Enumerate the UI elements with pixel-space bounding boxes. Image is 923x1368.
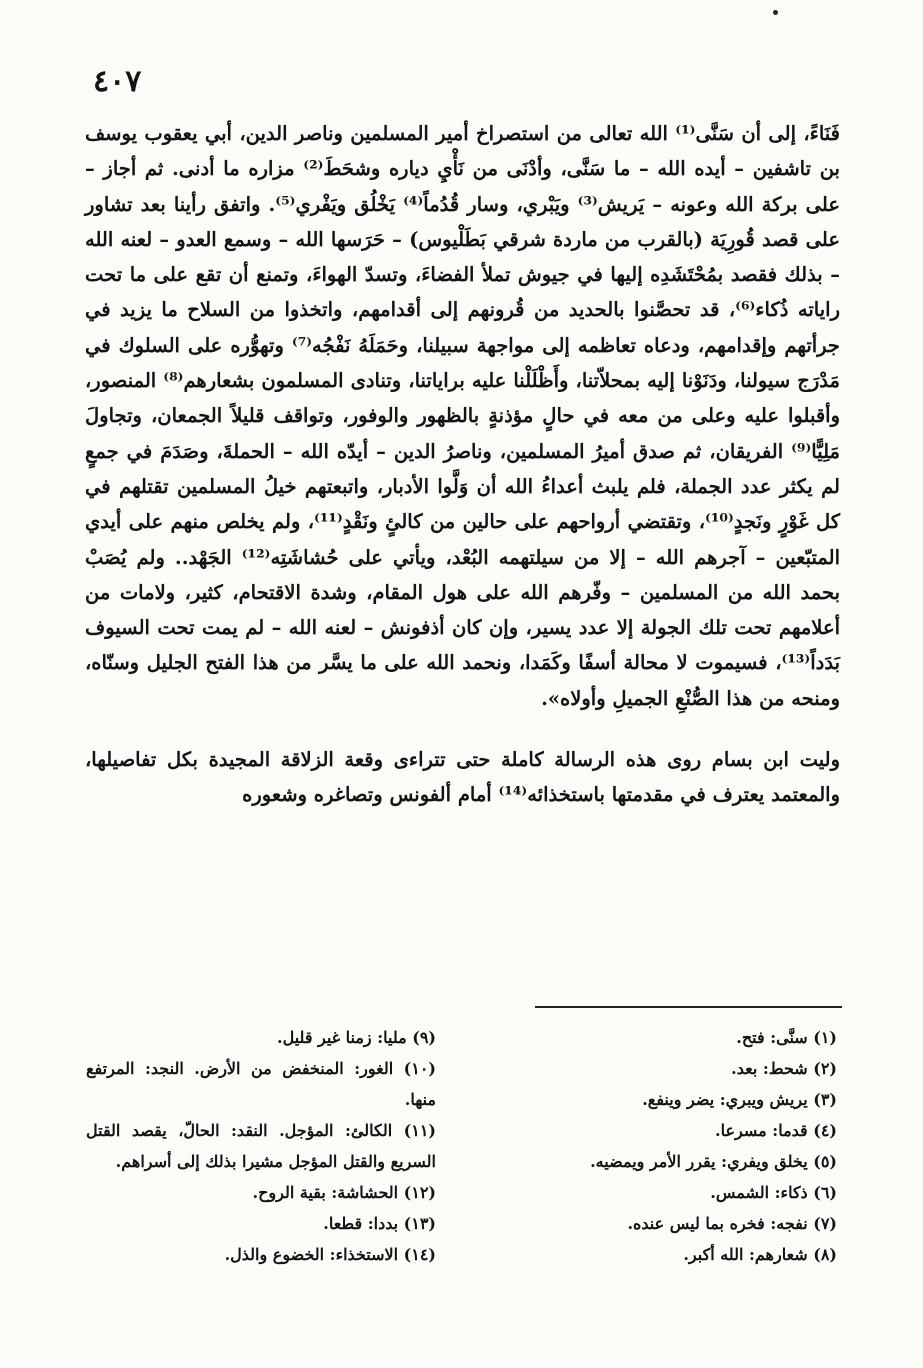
paragraph-letter: فَنَاءً، إلى أن سَنَّى⁽¹⁾ الله تعالى من استصراخ أمير المسلمين وناصر الدين، أبي يعقوب يوسف بن تاشفين – أيده الله – ما سَنَّى، وأدْنَى من نَأْيِ دياره وشحَطَ⁽²⁾ مزاره ما أدنى. ثم أجاز – على بركة الله وعونه – يَريش⁽³⁾ ويَبْري، وسار قُدُماً⁽⁴⁾ يَخْلُق ويَفْري⁽⁵⁾. واتفق رأينا بعد تشاور على قصد قُورِيَة (بالقرب من ماردة شرقي بَطَلْيوس) – حَرَسها الله – وسمع العدو – لعنه الله – بذلك فقصد بمُحْتَشَدِه إليها في جيوش تملأ الفضاءَ، وتسدّ الهواءَ، وتمنع أن تقع على ما تحت راياته ذُكاء⁽⁶⁾، قد تحصَّنوا بالحديد من قُرونهم إلى أقدامهم، واتخذوا من السلاح ما يزيد في جرأتهم وإقدامهم، ودعاه تعاظمه إلى مواجهة سبيلنا، وحَمَلَهُ نَفْجُه⁽⁷⁾ وتهوُّره على السلوك في مَدْرَج سيولنا، ودَنَوْنا إليه بمحلاّتنا، وأَظْلَلْنا عليه براياتنا، وتنادى المسلمون بشعارهم⁽⁸⁾ المنصور، وأقبلوا عليه وعلى من معه في حالٍ مؤذنةٍ بالظهور والوفور، وتواقف قليلاً الجمعان، وتجاولَ مَلِيًّا⁽⁹⁾ الفريقان، ثم صدق أميرُ المسلمين، وناصرُ الدين – أيدّه الله – الحملةَ، وصَدَمَ في جمعٍ لم يكثر عدد الجملة، فلم يلبث أعداءُ الله أن وَلَّوا الأدبار، واتبعتهم خيلُ المسلمين تقتلهم في كل غَوْرٍ ونَجدٍ⁽¹⁰⁾، وتقتضي أرواحهم على حالين من كالئٍ ونَقْدٍ⁽¹¹⁾، ولم يخلص منهم على أيدي المتبّعين – آجرهم الله – إلا من سيلتهمه البُعْد، ويأتي على حُشاشَتِه⁽¹²⁾ الجَهْد.. ولم يُصَبْ بحمد الله من المسلمين – وفّرهم الله على هول المقام، وشدة الاقتحام، كثير، ولامات من أعلامهم تحت تلك الجولة إلا عدد يسير، وإن كان أذفونش – لعنه الله – لم يمت تحت السيوف بَدَداً⁽¹³⁾، فسيموت لا محالة أسفًا وكَمَدا، ونحمد الله على ما يسَّر من هذا الفتح الجليل وسنّاه، ومنحه من هذا الصُّنْعِ الجميلِ وأولاه». [85, 122, 840, 710]
footnotes-left-column [86, 1022, 436, 1270]
footnote-9: (٩) مليا: زمنا غير قليل. [277, 1028, 436, 1047]
footnote-7: (٧) نفجه: فخره بما ليس عنده. [627, 1214, 837, 1233]
footnote-1: (١) سنَّى: فتح. [736, 1028, 837, 1047]
paragraph-commentary: وليت ابن بسام روى هذه الرسالة كاملة حتى تتراءى وقعة الزلاقة المجيدة بكل تفاصيلها، والمعتمد يعترف في مقدمتها باستخذائه⁽¹⁴⁾ أمام ألفونس وتصاغره وشعوره [85, 748, 840, 807]
page-mark [773, 10, 778, 15]
footnotes-right-column [507, 1022, 837, 1270]
footnote-12: (١٢) الحشاشة: بقية الروح. [252, 1183, 436, 1202]
footnote-separator [535, 1006, 842, 1008]
footnote-5: (٥) يخلق ويفري: يقرر الأمر ويمضيه. [590, 1152, 837, 1171]
footnote-11: (١١) الكالئ: المؤجل. النقد: الحالّ، يقصد القتل السريع والقتل المؤجل مشيرا بذلك إلى أسراهم. [86, 1121, 436, 1171]
footnote-3: (٣) يريش ويبري: يضر وينفع. [642, 1090, 837, 1109]
footnote-2: (٢) شحط: بعد. [731, 1059, 837, 1078]
footnote-10: (١٠) الغور: المنخفض من الأرض. النجد: المرتفع منها. [86, 1059, 436, 1109]
footnote-6: (٦) ذكاء: الشمس. [710, 1183, 837, 1202]
footnote-13: (١٣) بددا: قطعا. [323, 1214, 436, 1233]
main-text [85, 116, 840, 813]
footnote-8: (٨) شعارهم: الله أكبر. [683, 1245, 837, 1264]
page-number: ٤٠٧ [93, 64, 142, 99]
footnote-14: (١٤) الاستخذاء: الخضوع والذل. [224, 1245, 436, 1264]
footnote-4: (٤) قدما: مسرعا. [715, 1121, 837, 1140]
